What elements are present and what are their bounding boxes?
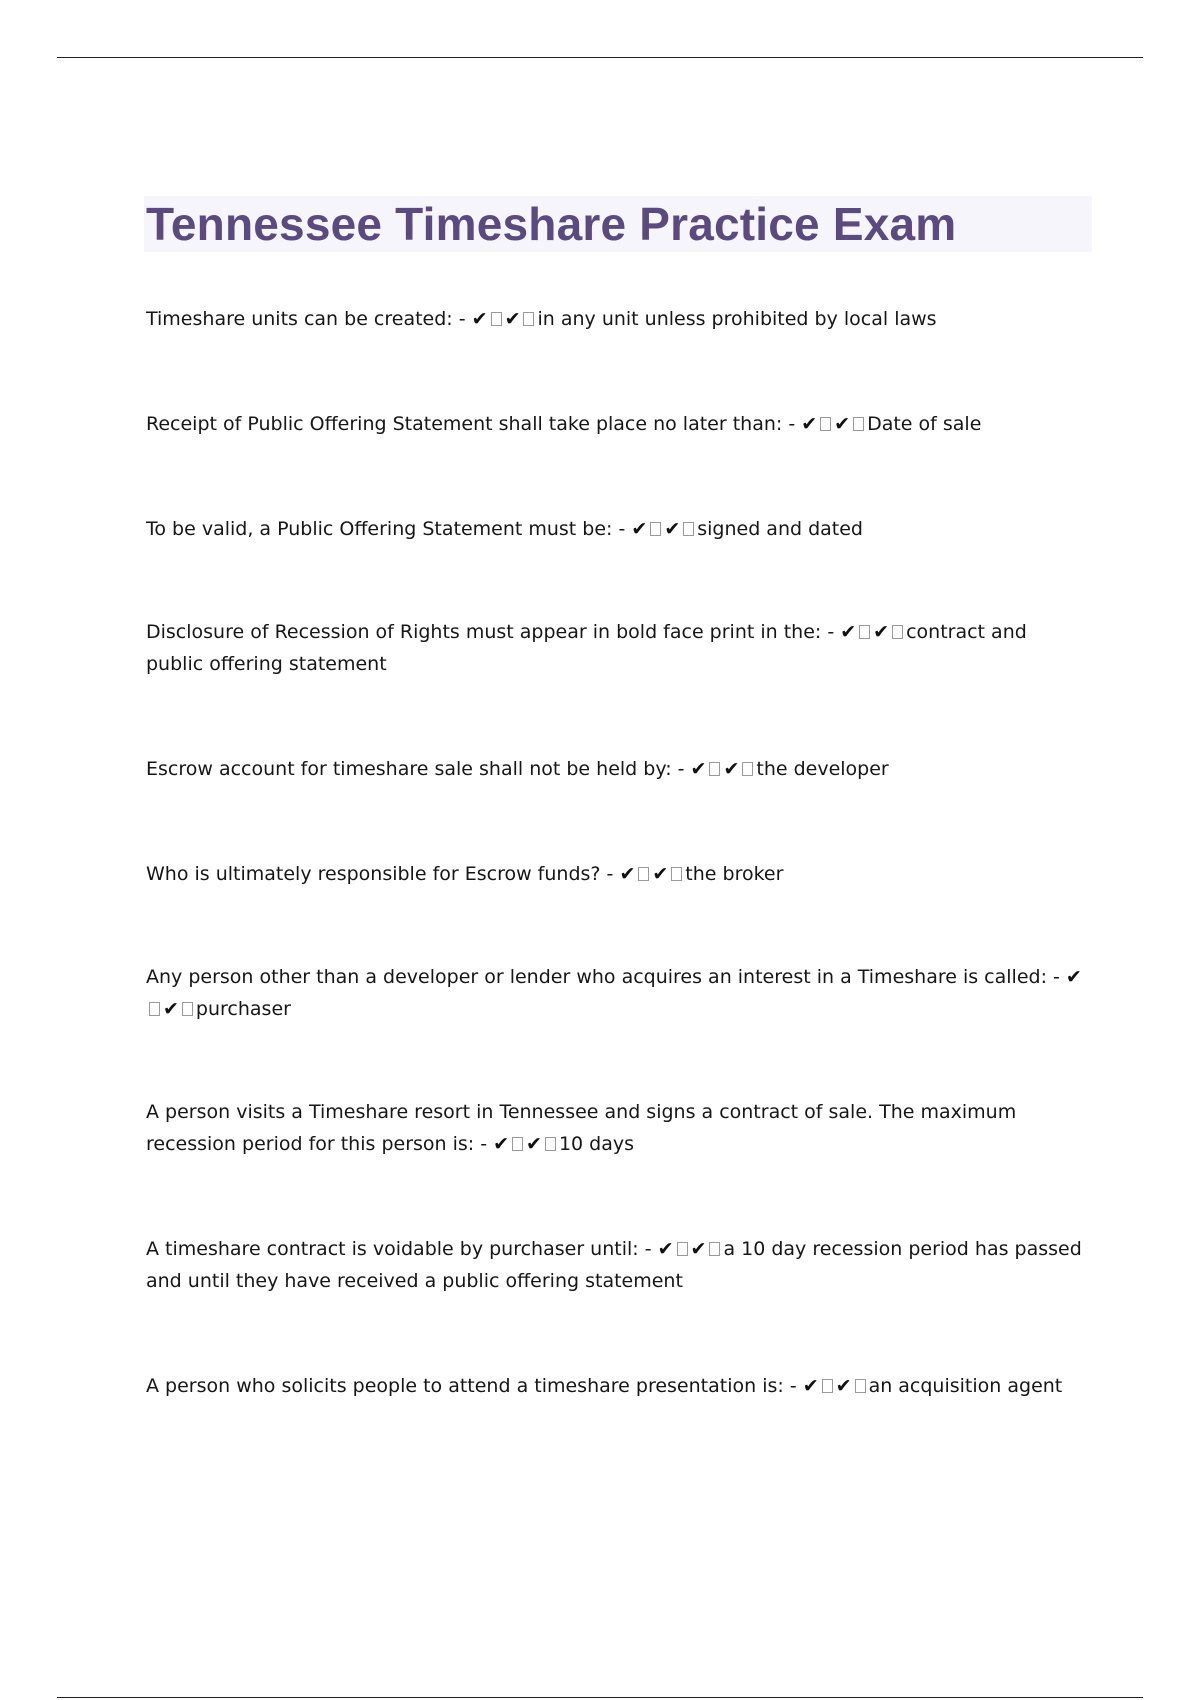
qa-item <box>146 408 1086 440</box>
check-icon: ✔ <box>526 1133 542 1155</box>
separator: - <box>452 308 472 330</box>
separator: - <box>638 1238 658 1260</box>
qa-item <box>146 1096 1086 1160</box>
answer-text: the developer <box>756 758 889 780</box>
question-text: Disclosure of Recession of Rights must appear in bold face print in the: <box>146 621 822 643</box>
qa-item <box>146 753 1086 785</box>
check-icon: ✔ <box>840 621 857 643</box>
missing-glyph-icon <box>638 867 649 881</box>
separator: - <box>474 1133 494 1155</box>
check-icon: ✔ <box>657 1238 674 1260</box>
check-icon: ✔ <box>834 413 851 435</box>
missing-glyph-icon <box>853 417 864 431</box>
missing-glyph-icon <box>820 417 831 431</box>
missing-glyph-icon <box>742 762 753 776</box>
qa-item <box>146 616 1086 680</box>
answer-text: 10 days <box>558 1133 635 1155</box>
missing-glyph-icon <box>523 312 534 326</box>
separator: - <box>671 758 691 780</box>
question-text: Who is ultimately responsible for Escrow funds? <box>146 863 601 885</box>
missing-glyph-icon <box>182 1002 193 1016</box>
question-text: Timeshare units can be created: <box>146 308 453 330</box>
qa-item <box>146 858 1086 890</box>
missing-glyph-icon <box>491 312 502 326</box>
check-icon: ✔ <box>504 308 521 330</box>
qa-item <box>146 1370 1086 1402</box>
qa-item <box>146 513 1086 545</box>
missing-glyph-icon <box>822 1379 833 1393</box>
question-text: Receipt of Public Offering Statement shall take place no later than: <box>146 413 783 435</box>
missing-glyph-icon <box>545 1137 556 1151</box>
question-text: Any person other than a developer or lender who acquires an interest in a Timeshare is called: <box>146 966 1047 988</box>
separator: - <box>1046 966 1066 988</box>
check-icon: ✔ <box>873 621 890 643</box>
page-title: Tennessee Timeshare Practice Exam <box>146 198 957 250</box>
check-icon: ✔ <box>664 518 681 540</box>
question-text: A timeshare contract is voidable by purchaser until: <box>146 1238 639 1260</box>
check-icon: ✔ <box>619 863 636 885</box>
answer-text: in any unit unless prohibited by local laws <box>537 308 937 330</box>
title-band <box>144 196 1092 252</box>
answer-text: the broker <box>685 863 784 885</box>
missing-glyph-icon <box>512 1137 523 1151</box>
missing-glyph-icon <box>709 762 720 776</box>
missing-glyph-icon <box>677 1242 688 1256</box>
check-icon: ✔ <box>163 998 179 1020</box>
check-icon: ✔ <box>493 1133 510 1155</box>
answer-text: purchaser <box>195 998 291 1020</box>
missing-glyph-icon <box>149 1002 160 1016</box>
qa-item <box>146 303 1086 335</box>
footer-rule <box>57 1697 1143 1698</box>
missing-glyph-icon <box>650 522 661 536</box>
separator: - <box>612 518 632 540</box>
missing-glyph-icon <box>683 522 694 536</box>
answer-text: contract and public offering statement <box>146 621 1027 675</box>
answer-text: a 10 day recession period has passed and until they have received a public offering statement <box>146 1238 1082 1292</box>
answer-text: an acquisition agent <box>868 1375 1063 1397</box>
check-icon: ✔ <box>723 758 740 780</box>
check-icon: ✔ <box>690 1238 707 1260</box>
check-icon: ✔ <box>652 863 669 885</box>
check-icon: ✔ <box>1065 966 1082 988</box>
check-icon: ✔ <box>690 758 707 780</box>
check-icon: ✔ <box>631 518 648 540</box>
missing-glyph-icon <box>859 625 870 639</box>
answer-text: signed and dated <box>697 518 863 540</box>
separator: - <box>782 413 802 435</box>
missing-glyph-icon <box>671 867 682 881</box>
separator: - <box>821 621 841 643</box>
separator: - <box>783 1375 803 1397</box>
answer-text: Date of sale <box>867 413 982 435</box>
question-text: Escrow account for timeshare sale shall not be held by: <box>146 758 672 780</box>
question-text: A person visits a Timeshare resort in Tennessee and signs a contract of sale. The maximum recession period for this person is: <box>146 1101 1017 1155</box>
missing-glyph-icon <box>709 1242 720 1256</box>
missing-glyph-icon <box>892 625 903 639</box>
question-text: To be valid, a Public Offering Statement must be: <box>146 518 613 540</box>
check-icon: ✔ <box>802 1375 819 1397</box>
qa-item <box>146 1233 1086 1297</box>
check-icon: ✔ <box>835 1375 852 1397</box>
separator: - <box>600 863 620 885</box>
header-rule <box>57 57 1143 58</box>
missing-glyph-icon <box>855 1379 866 1393</box>
question-text: A person who solicits people to attend a timeshare presentation is: <box>146 1375 784 1397</box>
check-icon: ✔ <box>471 308 488 330</box>
qa-item <box>146 961 1086 1025</box>
check-icon: ✔ <box>801 413 818 435</box>
